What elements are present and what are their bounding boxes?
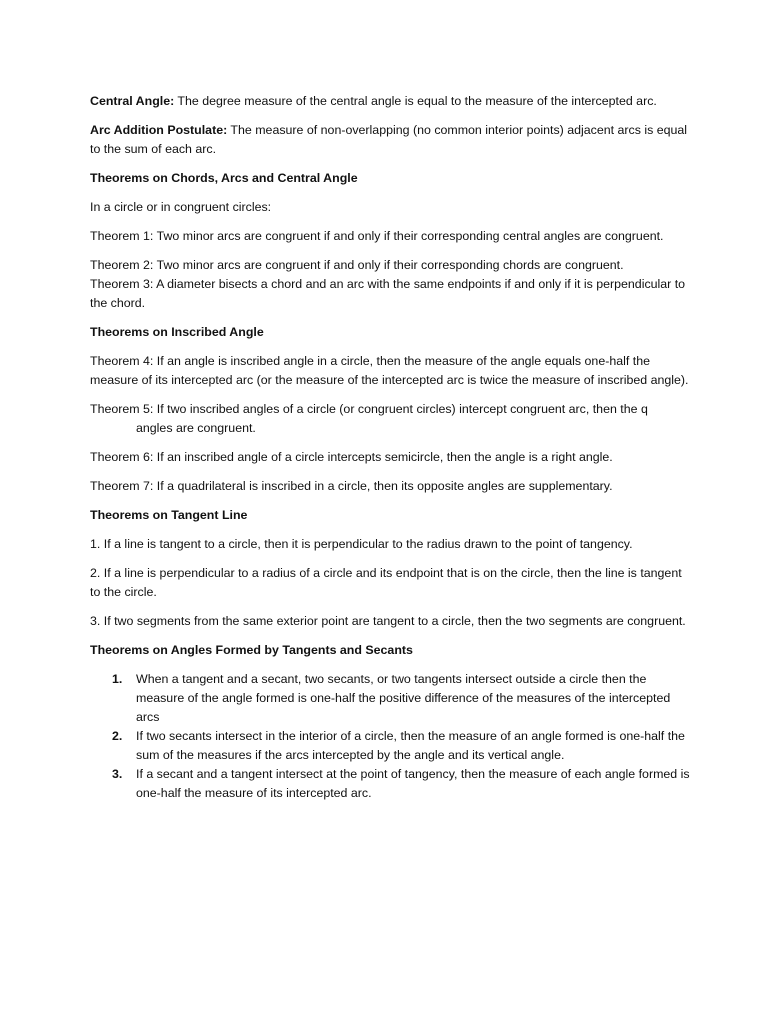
tangents-secants-list — [90, 670, 690, 803]
tangent-theorem-3: 3. If two segments from the same exterior point are tangent to a circle, then the two segments are congruent. — [90, 614, 686, 628]
arc-addition-term: Arc Addition Postulate: — [90, 123, 228, 137]
theorem-5-line-2: angles are congruent. — [136, 421, 256, 435]
theorem-2: Theorem 2: Two minor arcs are congruent if and only if their corresponding chords are congruent. — [90, 258, 624, 272]
list-item-number: 3. — [112, 767, 123, 781]
theorem-4: Theorem 4: If an angle is inscribed angle in a circle, then the measure of the angle equals one-half the measure of its intercepted arc (or the measure of the intercepted arc is twice the measure of inscribed angle). — [90, 354, 689, 387]
list-item-text: If a secant and a tangent intersect at the point of tangency, then the measure of each angle formed is one-half the measure of its intercepted arc. — [136, 767, 690, 800]
document-page — [90, 92, 690, 803]
heading-tangents-secants: Theorems on Angles Formed by Tangents and Secants — [90, 643, 413, 657]
central-angle-text: The degree measure of the central angle is equal to the measure of the intercepted arc. — [174, 94, 657, 108]
tangent-theorem-2: 2. If a line is perpendicular to a radius of a circle and its endpoint that is on the circle, then the line is tangent to the circle. — [90, 566, 682, 599]
central-angle-definition — [90, 92, 690, 111]
heading-inscribed-angle: Theorems on Inscribed Angle — [90, 325, 264, 339]
list-item — [90, 727, 690, 765]
heading-tangent-line: Theorems on Tangent Line — [90, 508, 248, 522]
arc-addition-text: The measure of non-overlapping (no common interior points) adjacent arcs is equal to the sum of each arc. — [90, 123, 688, 156]
list-item-number: 1. — [112, 672, 123, 686]
tangent-theorem-1: 1. If a line is tangent to a circle, then it is perpendicular to the radius drawn to the point of tangency. — [90, 537, 633, 551]
list-item — [90, 670, 690, 727]
heading-chords-arcs: Theorems on Chords, Arcs and Central Angle — [90, 171, 358, 185]
theorem-1: Theorem 1: Two minor arcs are congruent if and only if their corresponding central angles are congruent. — [90, 229, 664, 243]
intro-circles: In a circle or in congruent circles: — [90, 200, 272, 214]
theorem-5 — [90, 400, 690, 438]
theorem-3: Theorem 3: A diameter bisects a chord and an arc with the same endpoints if and only if it is perpendicular to the chord. — [90, 277, 686, 310]
theorem-6: Theorem 6: If an inscribed angle of a circle intercepts semicircle, then the angle is a right angle. — [90, 450, 613, 464]
list-item-number: 2. — [112, 729, 123, 743]
theorem-7: Theorem 7: If a quadrilateral is inscribed in a circle, then its opposite angles are supplementary. — [90, 479, 613, 493]
list-item-text: When a tangent and a secant, two secants, or two tangents intersect outside a circle then the measure of the angle formed is one-half the positive difference of the measures of the intercepted arcs — [136, 672, 671, 724]
list-item — [90, 765, 690, 803]
central-angle-term: Central Angle: — [90, 94, 175, 108]
arc-addition-definition — [90, 121, 690, 159]
theorem-5-line-1: Theorem 5: If two inscribed angles of a circle (or congruent circles) intercept congruent arc, then the q — [90, 402, 648, 416]
list-item-text: If two secants intersect in the interior of a circle, then the measure of an angle formed is one-half the sum of the measures if the arcs intercepted by the angle and its vertical angle. — [136, 729, 685, 762]
